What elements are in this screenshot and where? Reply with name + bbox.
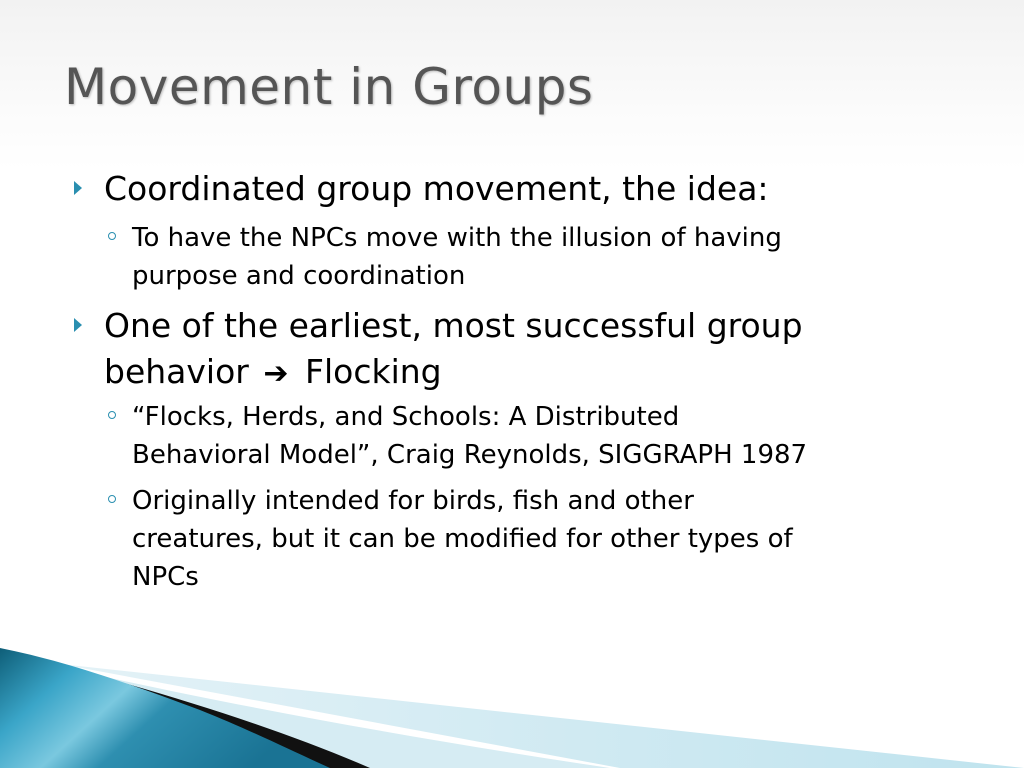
bullet-line xyxy=(104,349,803,395)
circle-bullet-icon xyxy=(108,232,116,240)
sub-bullet-line: To have the NPCs move with the illusion of having xyxy=(132,223,782,253)
sub-bullet-item xyxy=(132,482,793,596)
triangle-bullet-icon xyxy=(74,181,82,195)
right-arrow-icon: ➔ xyxy=(263,356,289,391)
sub-bullet-line: creatures, but it can be modified for other types of xyxy=(132,524,793,554)
wave-blue-fill xyxy=(0,648,330,768)
triangle-bullet-icon xyxy=(74,318,82,332)
sub-bullet-item xyxy=(132,398,807,474)
sub-bullet-item xyxy=(132,219,782,295)
circle-bullet-icon xyxy=(108,411,116,419)
bullet-line-text: behavior xyxy=(104,352,249,391)
bullet-text: Coordinated group movement, the idea: xyxy=(104,169,769,208)
bottom-wave-decoration xyxy=(0,640,1024,768)
bullet-item xyxy=(104,303,803,395)
sub-bullet-line: purpose and coordination xyxy=(132,261,466,291)
slide-title: Movement in Groups xyxy=(64,58,594,116)
bullet-line: One of the earliest, most successful group xyxy=(104,306,803,345)
sub-bullet-line: “Flocks, Herds, and Schools: A Distributed xyxy=(132,402,680,432)
sub-bullet-line: Originally intended for birds, fish and other xyxy=(132,486,694,516)
bullet-line-text: Flocking xyxy=(304,352,442,391)
sub-bullet-line: Behavioral Model”, Craig Reynolds, SIGGRAPH 1987 xyxy=(132,440,808,470)
circle-bullet-icon xyxy=(108,495,116,503)
bullet-item xyxy=(104,166,769,212)
sub-bullet-line: NPCs xyxy=(132,562,199,592)
